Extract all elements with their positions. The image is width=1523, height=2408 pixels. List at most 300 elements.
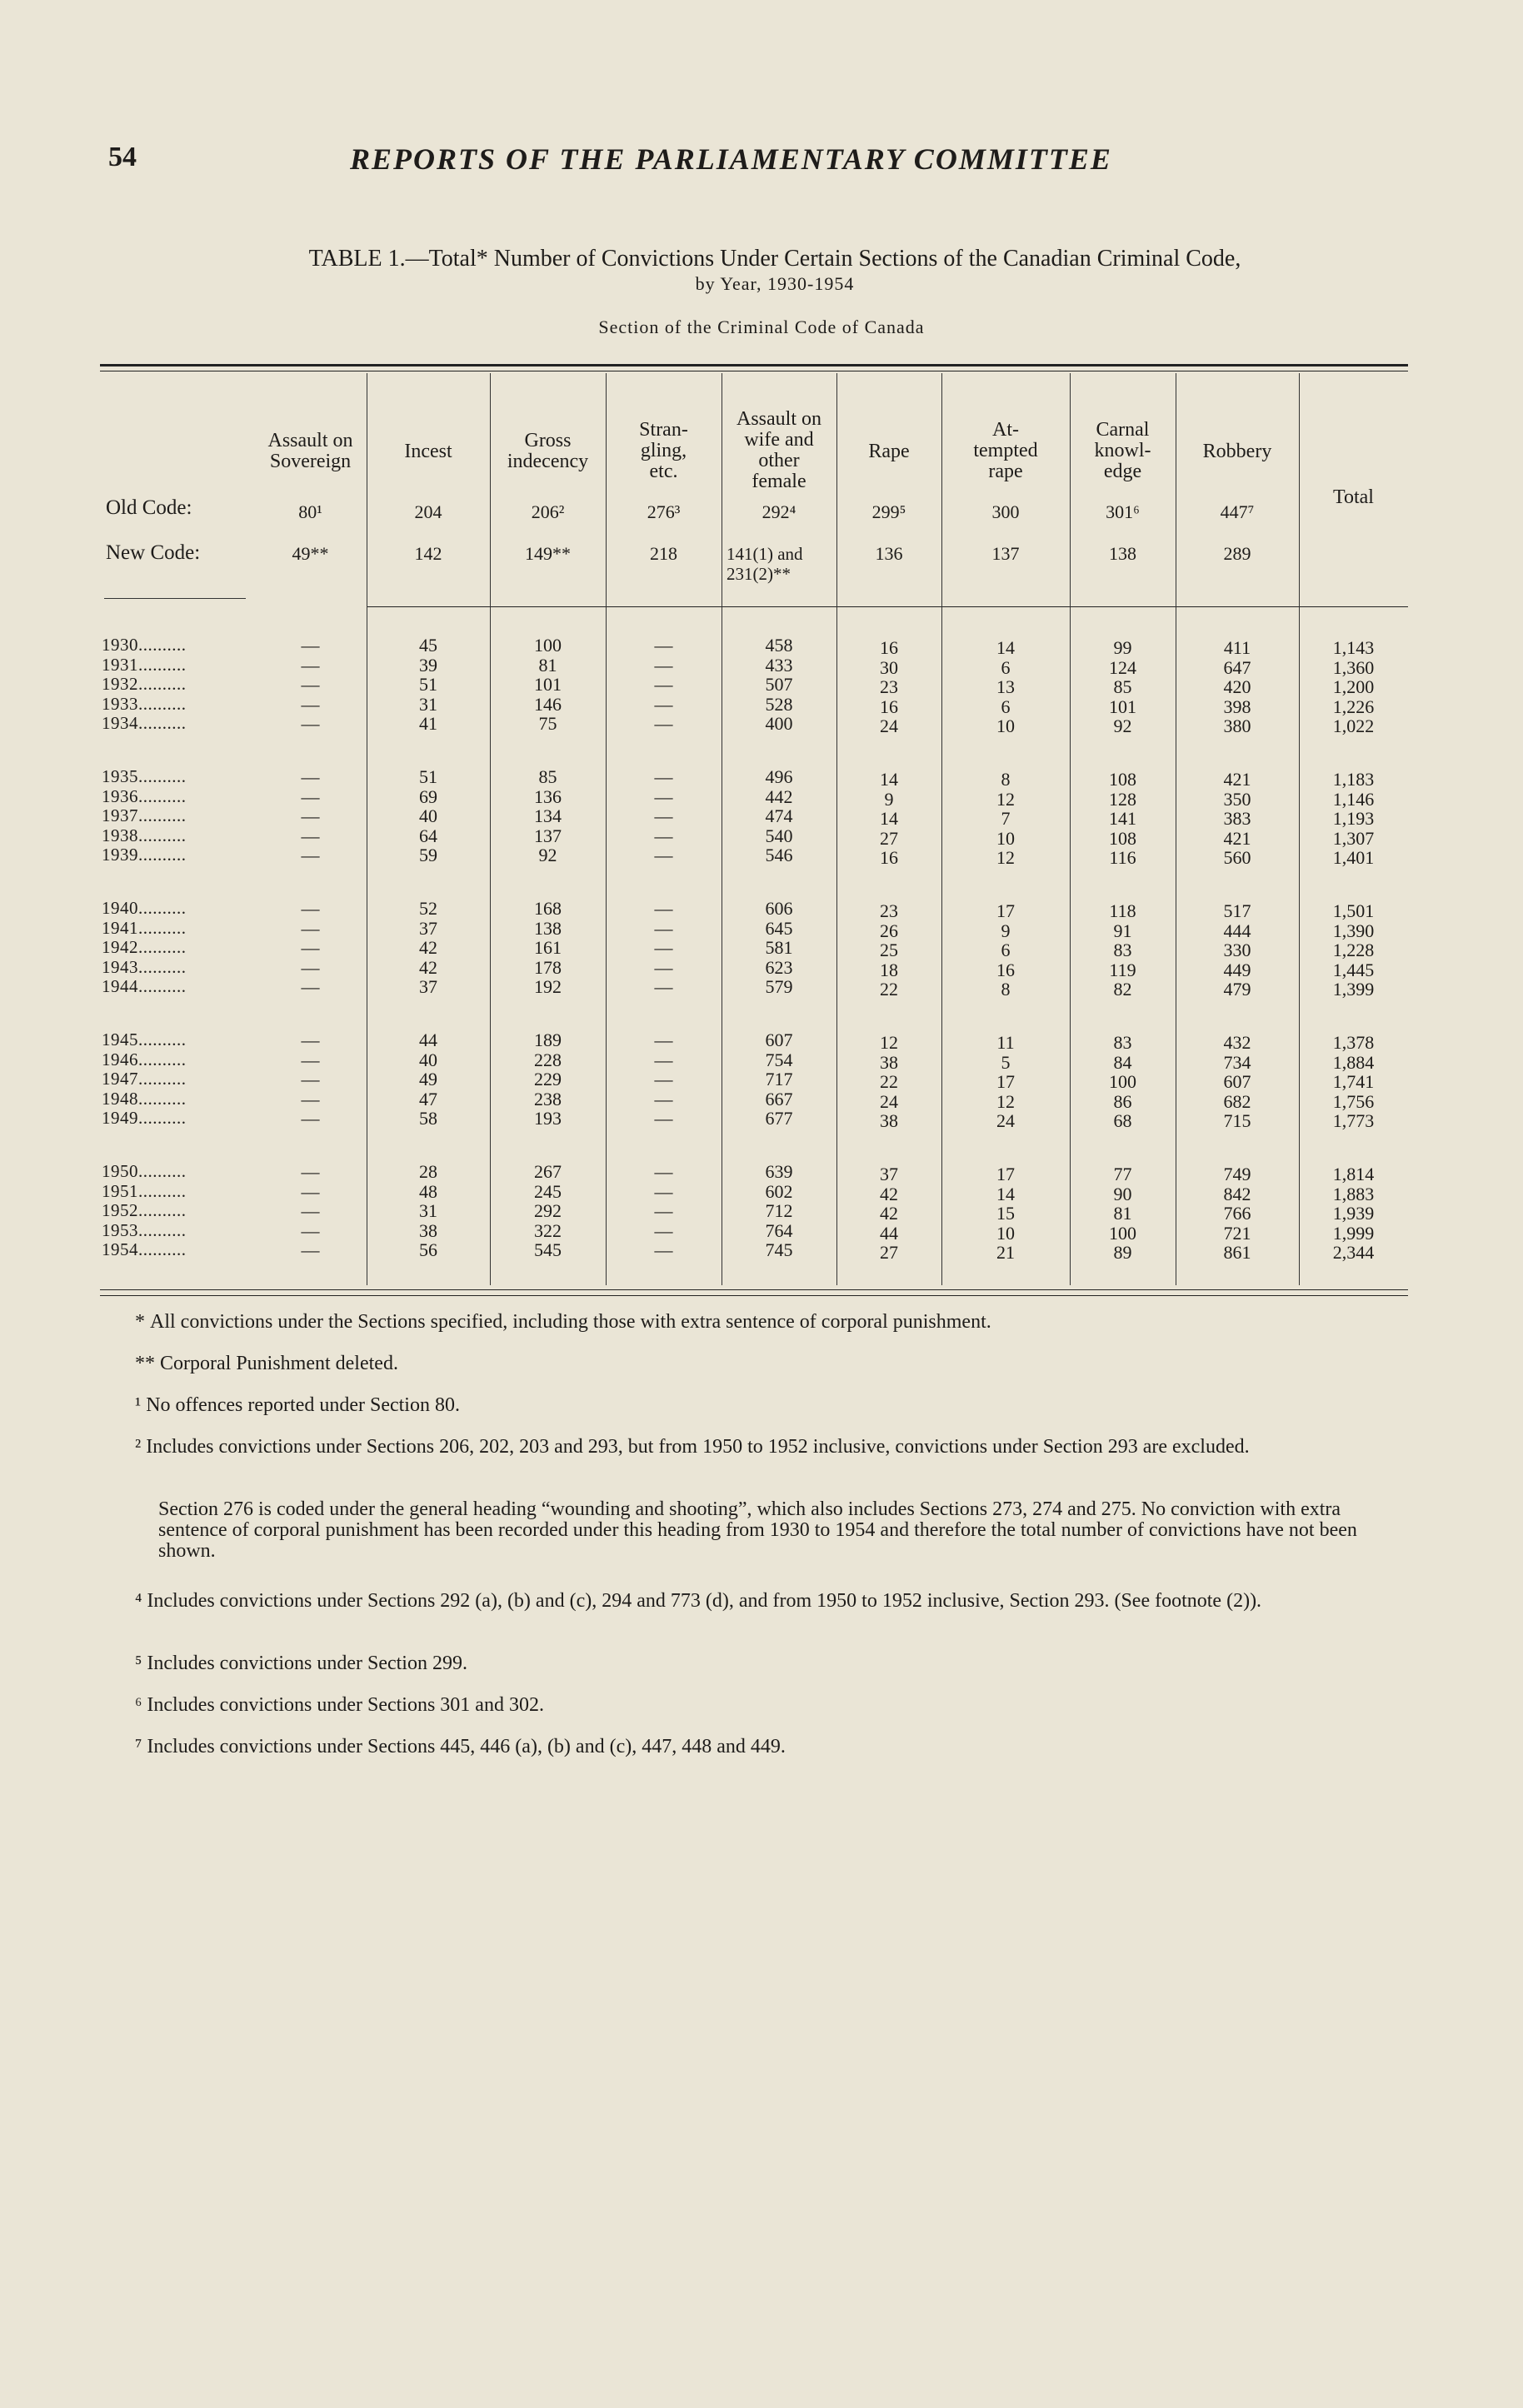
leader-dots: .......... [138,937,187,957]
table-cell: 9 [1001,920,1011,941]
table-cell: — [654,785,673,807]
table-cell: 27 [880,827,898,849]
year-label: 1952.......... [102,1200,187,1220]
leader-dots: .......... [138,1219,187,1240]
old-code-cell: 276³ [647,501,681,522]
column-header-line: Incest [404,441,452,462]
table-cell: — [654,1049,673,1070]
new-code-cell: 142 [414,543,442,564]
table-cell: 647 [1223,656,1251,678]
leader-dots: .......... [138,1200,187,1220]
leader-dots: .......... [138,654,187,675]
column-header-line: female [752,471,806,492]
old-code-cell: 301⁶ [1106,501,1140,522]
leader-dots: .......... [138,976,187,996]
table-cell: 330 [1223,940,1251,960]
table-cell: 1,183 [1332,769,1375,790]
old-code-cell: 206² [531,501,565,522]
year-label: 1944.......... [102,976,187,996]
table-cell: 6 [1001,695,1011,717]
leader-dots: .......... [138,766,187,786]
table-cell: 85 [1113,676,1132,697]
column-header-line: Carnal [1096,419,1150,441]
table-cell: — [301,693,320,715]
table-cell: 1,146 [1332,788,1375,810]
footnote-text: Includes convictions under Sections 445, 446 (a), (b) and (c), 447, 448 and 449. [147,1736,786,1757]
table-cell: 18 [880,959,898,980]
table-cell: 9 [884,788,894,810]
table-cell: — [301,1069,320,1089]
table-cell: — [301,805,320,826]
table-cell: 178 [534,956,562,978]
table-cell: 116 [1109,847,1136,868]
table-cell: 30 [880,656,898,678]
table-cell: 83 [1113,940,1132,960]
table-cell: 84 [1113,1051,1132,1073]
footnote-mark: * [135,1311,145,1333]
table-cell: 40 [419,1049,437,1070]
table-cell: 8 [1001,979,1011,1000]
table-cell: 58 [419,1108,437,1129]
table-cell: 56 [419,1239,437,1260]
leader-dots: .......... [138,825,187,845]
column-header [1299,487,1408,508]
table-cell: 124 [1109,656,1136,678]
table-cell: 38 [880,1110,898,1131]
table-cell: 715 [1223,1110,1251,1131]
table-top-rule [100,364,1408,366]
column-header-line: Robbery [1202,441,1272,462]
table-cell: 40 [419,805,437,826]
table-cell: — [654,976,673,997]
table-cell: 13 [996,676,1015,697]
table-cell: 16 [996,959,1015,980]
table-cell: 861 [1223,1242,1251,1263]
old-code-cell: 80¹ [298,501,322,522]
new-code-cell: 138 [1109,543,1136,564]
table-cell: — [301,766,320,787]
new-code-cell: 137 [991,543,1020,564]
table-cell: — [301,1239,320,1260]
leader-dots: .......... [138,1161,187,1181]
table-cell: 421 [1223,827,1251,849]
table-cell: — [301,785,320,807]
table-cell: 6 [1001,656,1011,678]
table-cell: 11 [996,1032,1015,1053]
table-cell: 267 [534,1161,562,1182]
table-cell: — [301,674,320,695]
year-label: 1949.......... [102,1108,187,1128]
table-cell: 99 [1113,637,1132,658]
table-cell: — [654,1069,673,1089]
table-cell: 398 [1223,695,1251,717]
table-cell: — [301,1049,320,1070]
year-label: 1941.......... [102,917,187,938]
table-cell: 623 [765,956,793,978]
table-cell: 5 [1001,1051,1011,1073]
table-cell: 1,143 [1332,637,1375,658]
table-cell: 118 [1109,900,1136,921]
table-cell: 14 [996,1183,1015,1204]
table-cell: 85 [538,766,557,787]
table-cell: 581 [765,937,793,958]
table-cell: 100 [1109,1071,1136,1092]
table-cell: 228 [534,1049,562,1070]
year-label: 1939.......... [102,845,187,865]
table-cell: 17 [996,1164,1015,1184]
table-cell: 31 [419,1200,437,1221]
table-cell: 37 [880,1164,898,1184]
leader-dots: .......... [138,1049,187,1069]
table-cell: 44 [880,1222,898,1244]
leader-dots: .......... [138,1088,187,1109]
table-cell: 21 [996,1242,1015,1263]
column-header-line: gling, [640,440,687,461]
table-cell: 81 [538,654,557,676]
table-cell: 1,193 [1332,808,1375,829]
table-cell: 734 [1223,1051,1251,1073]
table-cell: — [654,1180,673,1202]
table-cell: 350 [1223,788,1251,810]
table-cell: 17 [996,1071,1015,1092]
table-cell: 16 [880,637,898,658]
footnote [135,1653,1400,1674]
table-cell: 138 [534,917,562,939]
table-cell: 81 [1113,1203,1132,1224]
table-cell: 23 [880,676,898,697]
column-header [606,420,722,482]
footnote-mark: ⁵ [135,1653,142,1674]
table-cell: 667 [765,1088,793,1109]
leader-dots: .......... [138,845,187,865]
table-cell: 89 [1113,1242,1132,1263]
table-cell: 721 [1223,1222,1251,1244]
new-code-cell: 289 [1223,543,1251,564]
table-cell: 1,200 [1332,676,1375,697]
table-cell: 14 [880,769,898,790]
column-header-line: indecency [507,451,589,472]
column-header-line: Gross [524,430,572,451]
table-cell: 229 [534,1069,562,1089]
table-cell: 31 [419,693,437,715]
year-label: 1940.......... [102,898,187,918]
table-cell: 119 [1109,959,1136,980]
table-cell: 91 [1113,920,1132,941]
year-label: 1947.......... [102,1069,187,1089]
footnote [135,1590,1400,1612]
year-label: 1930.......... [102,635,187,655]
table-cell: — [301,956,320,978]
leader-dots: .......... [138,713,187,733]
leader-dots: .......... [138,898,187,918]
new-code-cell: 149** [525,543,571,564]
table-cell: 161 [534,937,562,958]
table-cell: 764 [765,1219,793,1241]
table-cell: 12 [996,1090,1015,1112]
running-head: REPORTS OF THE PARLIAMENTARY COMMITTEE [350,142,1112,176]
table-cell: 12 [880,1032,898,1053]
table-cell: 86 [1113,1090,1132,1112]
table-cell: — [654,805,673,826]
table-cell: 16 [880,695,898,717]
table-cell: — [654,1219,673,1241]
table-cell: 22 [880,979,898,1000]
leader-dots: .......... [138,1239,187,1259]
table-cell: 10 [996,1222,1015,1244]
table-cell: 16 [880,847,898,868]
leader-dots: .......... [138,1030,187,1049]
table-cell: — [654,917,673,939]
table-cell: 1,501 [1332,900,1375,921]
footnote-text: Includes convictions under Sections 301 and 302. [147,1694,544,1716]
footnote-mark: ⁶ [135,1694,142,1716]
year-label: 1936.......... [102,785,187,806]
table-cell: 607 [1223,1071,1251,1092]
table-cell: 540 [765,825,793,846]
footnote [135,1736,1400,1757]
leader-dots: .......... [138,805,187,825]
table-cell: 1,939 [1332,1203,1375,1224]
column-header-line: wife and [744,429,814,451]
table-cell: 192 [534,976,562,997]
table-cell: 77 [1113,1164,1132,1184]
table-cell: — [654,1108,673,1129]
table-cell: 645 [765,917,793,939]
table-cell: 10 [996,715,1015,736]
footnote-mark: ⁷ [135,1736,142,1757]
table-cell: 517 [1223,900,1251,921]
year-label: 1935.......... [102,766,187,786]
footnote-text: Includes convictions under Section 299. [147,1653,467,1674]
table-cell: 400 [765,713,793,734]
year-label: 1951.......... [102,1180,187,1201]
table-cell: 47 [419,1088,437,1109]
table-cell: 137 [534,825,562,846]
table-cell: 41 [419,713,437,734]
table-cell: 560 [1223,847,1251,868]
table-cell: 433 [765,654,793,676]
table-cell: 607 [765,1030,793,1050]
table-cell: 108 [1109,769,1136,790]
table-cell: 1,445 [1332,959,1375,980]
old-code-cell: 447⁷ [1220,501,1255,522]
column-header [1070,420,1176,482]
table-cell: 82 [1113,979,1132,1000]
table-cell: 15 [996,1203,1015,1224]
table-cell: 292 [534,1200,562,1221]
table-cell: 189 [534,1030,562,1050]
year-label: 1938.......... [102,825,187,845]
table-title [183,247,1366,297]
table-cell: — [654,937,673,958]
table-cell: 42 [880,1183,898,1204]
table-cell: 44 [419,1030,437,1050]
table-cell: 101 [534,674,562,695]
table-cell: 22 [880,1071,898,1092]
table-cell: — [654,713,673,734]
table-cell: 39 [419,654,437,676]
table-cell: — [301,1161,320,1182]
year-label: 1945.......... [102,1030,187,1049]
year-label: 1948.......... [102,1088,187,1109]
table-cell: — [654,845,673,865]
table-cell: 717 [765,1069,793,1089]
table-cell: — [654,654,673,676]
table-cell: 421 [1223,769,1251,790]
table-cell: 136 [534,785,562,807]
table-cell: — [654,1161,673,1182]
footnote-text: Includes convictions under Sections 206, 202, 203 and 293, but from 1950 to 1952 inclusive, convictions under Section 293 are excluded. [146,1436,1250,1458]
table-cell: 420 [1223,676,1251,697]
table-cell: 479 [1223,979,1251,1000]
table-cell: 75 [538,713,557,734]
table-cell: 754 [765,1049,793,1070]
table-cell: — [654,1239,673,1260]
year-label: 1953.......... [102,1219,187,1240]
table-cell: — [654,635,673,656]
table-cell: 168 [534,898,562,919]
year-label: 1931.......... [102,654,187,675]
table-cell: 134 [534,805,562,826]
footnote-mark: ² [135,1436,142,1458]
column-header [1176,441,1299,462]
table-cell: 442 [765,785,793,807]
table-cell: — [654,1030,673,1050]
leader-dots: .......... [138,635,187,655]
column-header-line: Total [1333,486,1374,508]
table-cell: 449 [1223,959,1251,980]
table-cell: 69 [419,785,437,807]
footnote-mark: ¹ [135,1394,142,1416]
table-cell: — [301,845,320,865]
stub-rule [104,598,246,599]
table-cell: 49 [419,1069,437,1089]
table-cell: 14 [880,808,898,829]
table-cell: 458 [765,635,793,656]
table-cell: 14 [996,637,1015,658]
table-cell: 24 [880,715,898,736]
footnote [135,1394,1400,1416]
table-cell: 1,756 [1332,1090,1375,1112]
year-label: 1943.......... [102,956,187,977]
table-cell: 108 [1109,827,1136,849]
table-cell: 1,390 [1332,920,1375,941]
table-cell: — [654,766,673,787]
table-cell: 712 [765,1200,793,1221]
table-cell: 639 [765,1161,793,1182]
column-header-line: Rape [868,441,910,462]
new-code-cell: 141(1) and 231(2)** [727,544,803,584]
table-cell: 38 [419,1219,437,1241]
new-code-label: New Code: [106,541,201,564]
column-header [490,431,606,472]
column-header [722,409,836,492]
table-cell: 1,884 [1332,1051,1375,1073]
table-cell: 1,360 [1332,656,1375,678]
footnote-text: No offences reported under Section 80. [146,1394,460,1416]
table-cell: 37 [419,917,437,939]
leader-dots: .......... [138,1180,187,1201]
table-cell: 496 [765,766,793,787]
table-cell: 27 [880,1242,898,1263]
table-cell: 37 [419,976,437,997]
table-cell: — [654,956,673,978]
column-header-line: other [758,450,800,471]
table-cell: 83 [1113,1032,1132,1053]
old-code-cell: 300 [991,501,1020,522]
table-cell: 68 [1113,1110,1132,1131]
table-cell: — [654,825,673,846]
table-cell: 546 [765,845,793,865]
year-label: 1942.......... [102,937,187,957]
table-cell: 48 [419,1180,437,1202]
table-cell: — [301,654,320,676]
footnote [158,1499,1400,1562]
table-cell: 245 [534,1180,562,1202]
table-cell: 12 [996,847,1015,868]
footnote-text: Includes convictions under Sections 292 (a), (b) and (c), 294 and 773 (d), and from 1950 to 1952 inclusive, Section 293. (See footnote (2)). [147,1590,1262,1612]
leader-dots: .......... [138,956,187,977]
table-subtitle: Section of the Criminal Code of Canada [598,317,925,337]
footnote-text: Corporal Punishment deleted. [160,1353,398,1374]
table-cell: 2,344 [1332,1242,1375,1263]
table-cell: 128 [1109,788,1136,810]
table-title-line1: TABLE 1.—Total* Number of Convictions Under Certain Sections of the Canadian Criminal Code, [308,246,1241,272]
table-cell: 25 [880,940,898,960]
body-rule [367,606,1408,607]
leader-dots: .......... [138,917,187,938]
table-cell: 383 [1223,808,1251,829]
year-label: 1954.......... [102,1239,187,1259]
old-code-cell: 292⁴ [762,501,796,522]
year-label: 1946.......... [102,1049,187,1069]
table-cell: — [301,825,320,846]
table-cell: 6 [1001,940,1011,960]
table-cell: 1,773 [1332,1110,1375,1131]
column-header-line: Stran- [639,419,688,441]
column-header [941,420,1070,482]
page-number: 54 [108,142,137,172]
table-cell: — [301,976,320,997]
column-header-line: Assault on [737,408,821,430]
table-cell: 42 [419,956,437,978]
footnote-text: All convictions under the Sections specified, including those with extra sentence of corporal punishment. [150,1311,991,1333]
table-cell: 528 [765,693,793,715]
table-cell: 64 [419,825,437,846]
leader-dots: .......... [138,785,187,806]
table-cell: 17 [996,900,1015,921]
table-cell: 1,999 [1332,1222,1375,1244]
year-label: 1950.......... [102,1161,187,1181]
table-cell: 1,399 [1332,979,1375,1000]
table-cell: 42 [419,937,437,958]
new-code-cell: 136 [875,543,903,564]
table-cell: 380 [1223,715,1251,736]
table-cell: 24 [996,1110,1015,1131]
table-bottom-rule-2 [100,1295,1408,1296]
column-header-line: At- [992,419,1019,441]
table-cell: 1,741 [1332,1071,1375,1092]
table-cell: 606 [765,898,793,919]
footnote-mark: ** [135,1353,155,1374]
table-cell: 1,883 [1332,1183,1375,1204]
leader-dots: .......... [138,1108,187,1128]
table-cell: 432 [1223,1032,1251,1053]
table-cell: — [301,1030,320,1050]
table-cell: 1,228 [1332,940,1375,960]
footnote [135,1694,1400,1716]
table-cell: 26 [880,920,898,941]
